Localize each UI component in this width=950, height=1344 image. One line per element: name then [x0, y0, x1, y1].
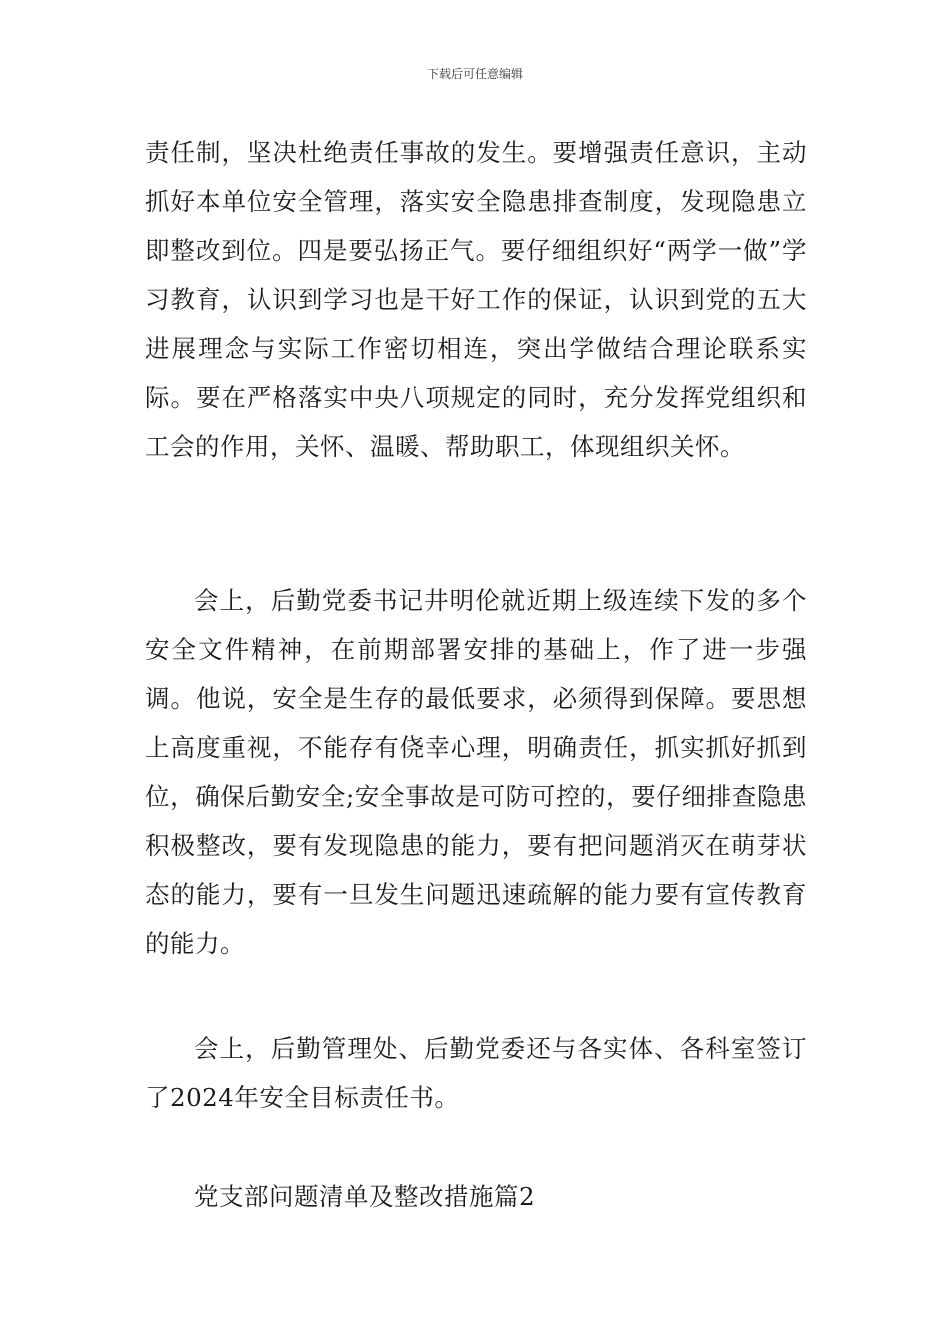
- paragraph-continuation: [145, 128, 807, 471]
- paragraph-text: 会上，后勤管理处、后勤党委还与各实体、各科室签订了2024年安全目标责任书。: [145, 1034, 807, 1112]
- paragraph-meeting-remarks: [145, 576, 807, 968]
- paragraph-text: 责任制，坚决杜绝责任事故的发生。要增强责任意识，主动抓好本单位安全管理，落实安全隐患排查制度，发现隐患立即整改到位。四是要弘扬正气。要仔细组织好“两学一做”学习教育，认识到学习也是干好工作的保证，认识到党的五大进展理念与实际工作密切相连，突出学做结合理论联系实际。要在严格落实中央八项规定的同时，充分发挥党组织和工会的作用，关怀、温暖、帮助职工，体现组织关怀。: [145, 138, 807, 461]
- section-heading: [145, 1172, 807, 1221]
- paragraph-responsibility-signing: [145, 1024, 807, 1122]
- page-header: 下载后可任意编辑: [426, 67, 523, 81]
- paragraph-text: 会上，后勤党委书记井明伦就近期上级连续下发的多个安全文件精神，在前期部署安排的基础上，作了进一步强调。他说，安全是生存的最低要求，必须得到保障。要思想上高度重视，不能存有侥幸心理，明确责任，抓实抓好抓到位，确保后勤安全;安全事故是可防可控的，要仔细排查隐患积极整改，要有发现隐患的能力，要有把问题消灭在萌芽状态的能力，要有一旦发生问题迅速疏解的能力要有宣传教育的能力。: [145, 586, 807, 958]
- section-title: 党支部问题清单及整改措施篇2: [194, 1182, 536, 1211]
